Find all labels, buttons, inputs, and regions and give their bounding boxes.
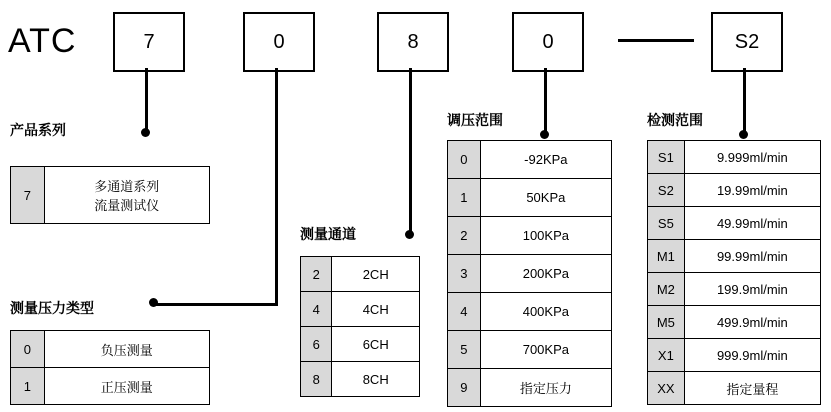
cell-key: 8 [301, 362, 332, 397]
cell-value: 100KPa [480, 217, 611, 255]
table-row[interactable] [448, 141, 612, 179]
connector-detect-range-dot [739, 130, 748, 139]
connector-channels-dot [405, 230, 414, 239]
table-channels [300, 256, 420, 397]
table-pressure-range [447, 140, 612, 407]
table-row[interactable] [301, 327, 420, 362]
table-row[interactable] [648, 174, 821, 207]
cell-value: -92KPa [480, 141, 611, 179]
connector-detect-range [743, 68, 746, 136]
cell-value: 99.99ml/min [684, 240, 820, 273]
cell-key: 5 [448, 331, 481, 369]
caption-product-series: 产品系列 [10, 122, 66, 138]
table-row[interactable] [448, 179, 612, 217]
table-row[interactable] [11, 167, 210, 224]
table-row[interactable] [11, 331, 210, 368]
code-box-pressure-type[interactable] [243, 12, 315, 72]
cell-key: 4 [448, 293, 481, 331]
code-box-series-value: 7 [143, 30, 155, 53]
cell-key: 1 [448, 179, 481, 217]
cell-value [44, 167, 209, 224]
table-row[interactable] [301, 292, 420, 327]
code-box-detect-range[interactable] [711, 12, 783, 72]
table-row[interactable] [648, 306, 821, 339]
caption-pressure-range: 调压范围 [447, 112, 503, 128]
connector-channels [409, 68, 412, 236]
table-row[interactable] [448, 217, 612, 255]
cell-value: 9.999ml/min [684, 141, 820, 174]
code-box-series[interactable] [113, 12, 185, 72]
table-row[interactable] [648, 240, 821, 273]
code-box-channels[interactable] [377, 12, 449, 72]
connector-pressure-range-dot [540, 130, 549, 139]
cell-value: 负压测量 [44, 331, 209, 368]
cell-value: 正压测量 [44, 368, 209, 405]
cell-value: 指定量程 [684, 372, 820, 405]
cell-key: 0 [448, 141, 481, 179]
code-box-pressure-type-value: 0 [273, 30, 285, 53]
cell-value: 999.9ml/min [684, 339, 820, 372]
code-box-channels-value: 8 [407, 30, 419, 53]
table-row[interactable] [11, 368, 210, 405]
connector-pressure-range [544, 68, 547, 136]
caption-channels: 测量通道 [300, 226, 356, 242]
table-product-series [10, 166, 210, 224]
cell-key: S1 [648, 141, 685, 174]
table-pressure-type [10, 330, 210, 405]
table-row[interactable] [648, 339, 821, 372]
cell-key: M2 [648, 273, 685, 306]
cell-value: 49.99ml/min [684, 207, 820, 240]
table-row[interactable] [301, 257, 420, 292]
connector-pressure-type-horizontal [152, 303, 278, 306]
brand-label: ATC [8, 22, 77, 60]
table-row[interactable] [648, 141, 821, 174]
cell-key: 7 [11, 167, 45, 224]
cell-key: S5 [648, 207, 685, 240]
cell-key: X1 [648, 339, 685, 372]
cell-key: 2 [301, 257, 332, 292]
cell-key: 6 [301, 327, 332, 362]
table-row[interactable] [448, 331, 612, 369]
caption-pressure-type: 测量压力类型 [10, 300, 94, 316]
table-row[interactable] [301, 362, 420, 397]
cell-value-line2: 流量测试仪 [94, 198, 160, 213]
table-row[interactable] [648, 273, 821, 306]
cell-key: M5 [648, 306, 685, 339]
connector-series-dot [141, 128, 150, 137]
cell-value: 200KPa [480, 255, 611, 293]
cell-key: M1 [648, 240, 685, 273]
cell-key: S2 [648, 174, 685, 207]
cell-value: 指定压力 [480, 369, 611, 407]
connector-pressure-type-vertical [275, 68, 278, 304]
table-row[interactable] [448, 369, 612, 407]
cell-key: 4 [301, 292, 332, 327]
cell-value: 2CH [332, 257, 420, 292]
cell-key: 2 [448, 217, 481, 255]
cell-key: 9 [448, 369, 481, 407]
caption-detect-range: 检测范围 [647, 112, 703, 128]
cell-key: 1 [11, 368, 45, 405]
table-row[interactable] [448, 293, 612, 331]
cell-value-line1: 多通道系列 [94, 179, 160, 194]
cell-value: 6CH [332, 327, 420, 362]
connector-pressure-type-dot [149, 298, 158, 307]
code-box-detect-range-value: S2 [734, 30, 760, 53]
cell-value: 19.99ml/min [684, 174, 820, 207]
cell-value: 8CH [332, 362, 420, 397]
table-row[interactable] [448, 255, 612, 293]
cell-key: XX [648, 372, 685, 405]
code-box-pressure-range-value: 0 [542, 30, 554, 53]
cell-value: 50KPa [480, 179, 611, 217]
code-separator-dash [618, 39, 694, 42]
cell-value: 199.9ml/min [684, 273, 820, 306]
cell-value: 700KPa [480, 331, 611, 369]
cell-value: 4CH [332, 292, 420, 327]
code-box-pressure-range[interactable] [512, 12, 584, 72]
cell-key: 3 [448, 255, 481, 293]
cell-value: 499.9ml/min [684, 306, 820, 339]
cell-value: 400KPa [480, 293, 611, 331]
table-row[interactable] [648, 207, 821, 240]
table-detect-range [647, 140, 821, 405]
cell-key: 0 [11, 331, 45, 368]
table-row[interactable] [648, 372, 821, 405]
connector-series [145, 68, 148, 134]
